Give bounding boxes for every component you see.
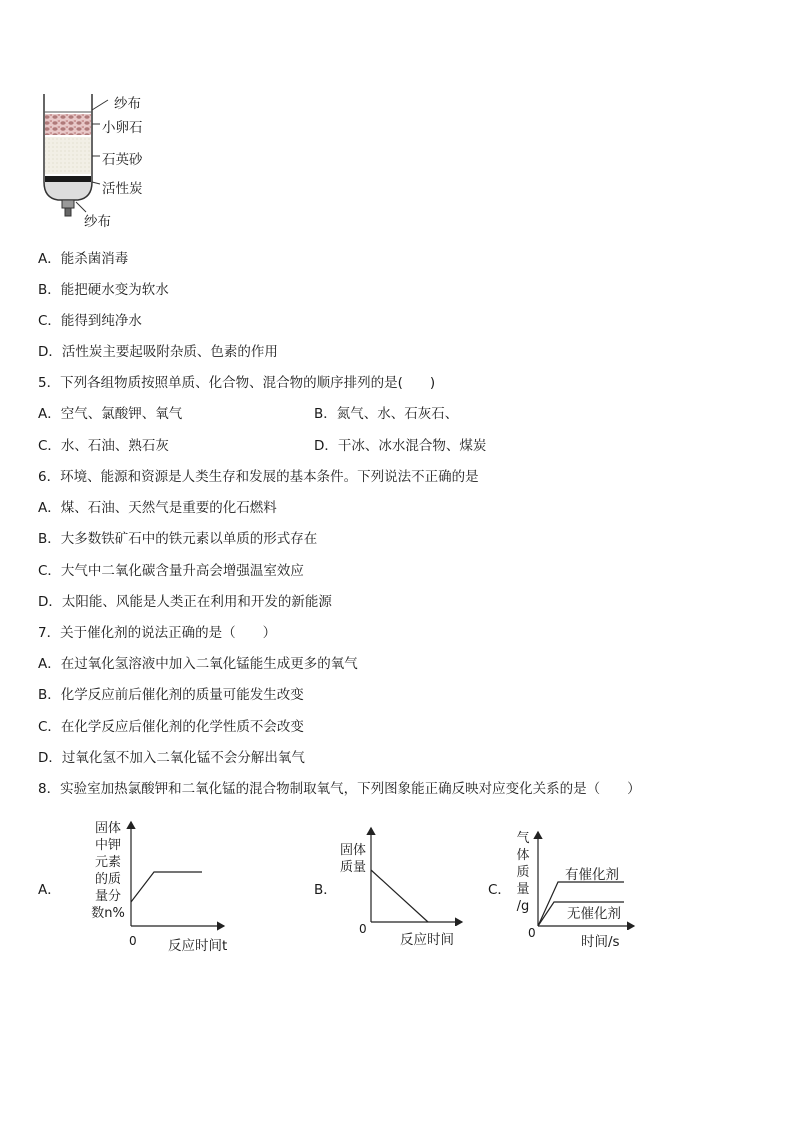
q4-option-c: C．能得到纯净水 <box>38 313 142 329</box>
q7-option-b: B．化学反应前后催化剂的质量可能发生改变 <box>38 687 304 703</box>
label-gauze-bottom: 纱布 <box>84 214 111 230</box>
graph-b-origin: 0 <box>359 922 367 936</box>
label-gauze-top: 纱布 <box>114 96 141 112</box>
graph-c-ylabel <box>512 830 534 915</box>
q6-option-c: C．大气中二氧化碳含量升高会增强温室效应 <box>38 563 304 579</box>
label-quartz-sand: 石英砂 <box>102 152 143 168</box>
q5-option-b: B．氮气、水、石灰石、 <box>314 406 459 422</box>
label-pebbles: 小卵石 <box>102 120 143 136</box>
graph-a-curve <box>131 872 202 902</box>
q7-option-a: A．在过氧化氢溶液中加入二氧化锰能生成更多的氧气 <box>38 656 358 672</box>
label-activated-carbon: 活性炭 <box>102 181 143 197</box>
graph-a-ylabel-line: 固体 <box>94 821 121 836</box>
graph-c-label-with-catalyst: 有催化剂 <box>565 867 619 883</box>
q6-stem: 6．环境、能源和资源是人类生存和发展的基本条件。下列说法不正确的是 <box>38 469 479 485</box>
graph-c-letter: C． <box>488 882 511 898</box>
graph-c-ylabel-line: 体 <box>516 848 530 863</box>
graph-a-ylabel-line: 数n% <box>91 906 125 921</box>
graph-b-plot <box>362 822 468 926</box>
graph-c-xlabel: 时间/s <box>581 934 620 950</box>
q4-option-a: A．能杀菌消毒 <box>38 251 129 267</box>
graph-a-letter: A． <box>38 882 61 898</box>
graph-c-ylabel-line: 量 <box>516 882 530 897</box>
graph-a-ylabel-line: 元素 <box>94 855 121 870</box>
q6-option-a: A．煤、石油、天然气是重要的化石燃料 <box>38 500 277 516</box>
q4-option-b: B．能把硬水变为软水 <box>38 282 169 298</box>
graph-a-xlabel: 反应时间t <box>168 938 228 954</box>
graph-b-xlabel: 反应时间 <box>400 932 454 948</box>
graph-b-letter: B． <box>314 882 337 898</box>
graph-b-ylabel-line: 固体 <box>339 843 366 858</box>
graph-a-ylabel-line: 量分 <box>94 889 121 904</box>
graph-a-ylabel-line: 的质 <box>94 872 121 887</box>
q7-option-d: D．过氧化氢不加入二氧化锰不会分解出氧气 <box>38 750 305 766</box>
q5-stem: 5．下列各组物质按照单质、化合物、混合物的顺序排列的是( ) <box>38 375 436 391</box>
graph-b-curve <box>371 870 428 922</box>
q4-option-d: D．活性炭主要起吸附杂质、色素的作用 <box>38 344 278 360</box>
graph-c-label-without-catalyst: 无催化剂 <box>567 906 621 922</box>
q7-option-c: C．在化学反应后催化剂的化学性质不会改变 <box>38 719 304 735</box>
q8-stem: 8．实验室加热氯酸钾和二氧化锰的混合物制取氧气，下列图象能正确反映对应变化关系的是（ ） <box>38 781 641 797</box>
graph-b-ylabel-line: 质量 <box>339 860 366 875</box>
graph-c-ylabel-line: 气 <box>516 831 530 846</box>
graph-c-origin: 0 <box>528 926 536 940</box>
graph-a-plot <box>120 816 230 932</box>
graph-a-origin: 0 <box>129 934 137 948</box>
q5-option-d: D．干冰、冰水混合物、煤炭 <box>314 438 487 454</box>
graph-c-ylabel-line: 质 <box>516 865 530 880</box>
graph-a-ylabel-line: 中钾 <box>94 838 121 853</box>
q6-option-d: D．太阳能、风能是人类正在利用和开发的新能源 <box>38 594 332 610</box>
q5-option-c: C．水、石油、熟石灰 <box>38 438 169 454</box>
q7-stem: 7．关于催化剂的说法正确的是（ ） <box>38 625 277 641</box>
q6-option-b: B．大多数铁矿石中的铁元素以单质的形式存在 <box>38 531 318 547</box>
q5-option-a: A．空气、氯酸钾、氧气 <box>38 406 183 422</box>
graph-c-ylabel-line: /g <box>516 899 530 914</box>
